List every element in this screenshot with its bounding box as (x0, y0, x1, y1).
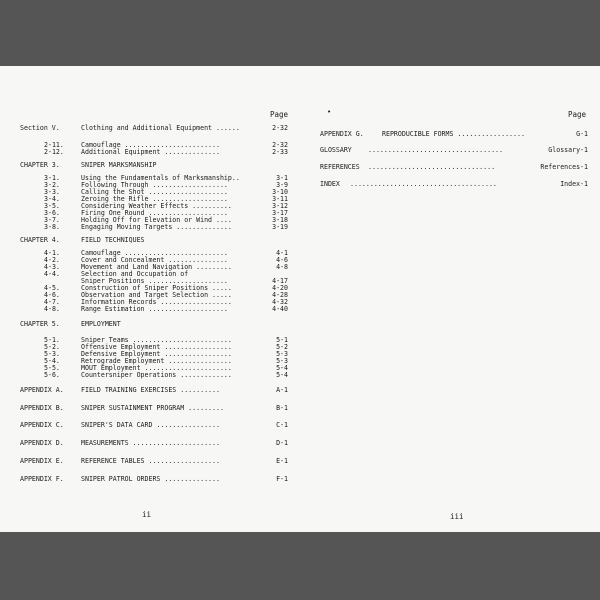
entry-number: REFERENCES (320, 163, 360, 171)
entry-title: Calling the Shot .................... (81, 188, 228, 196)
toc-entry (20, 161, 288, 169)
entry-number: CHAPTER 5. (20, 320, 60, 328)
entry-title: Sniper Positions .................... (81, 277, 228, 285)
entry-page: 3-10 (272, 188, 288, 196)
page-column-header: Page (270, 110, 289, 119)
entry-number: 3-1. (44, 174, 60, 182)
entry-page: A-1 (276, 386, 288, 394)
entry-number: APPENDIX C. (20, 421, 64, 429)
entry-number: 4-2. (44, 256, 60, 264)
entry-page: D-1 (276, 439, 288, 447)
entry-number: INDEX (320, 180, 340, 188)
toc-entry (20, 421, 288, 429)
entry-number: 3-3. (44, 188, 60, 196)
entry-title: Additional Equipment .............. (81, 148, 220, 156)
toc-entry (20, 124, 288, 132)
entry-page: 4-8 (276, 263, 288, 271)
entry-number: 4-6. (44, 291, 60, 299)
entry-page: B-1 (276, 404, 288, 412)
entry-title: Information Records .................. (81, 298, 232, 306)
entry-number: 5-4. (44, 357, 60, 365)
entry-page: 3-12 (272, 202, 288, 210)
entry-title: ..................................... (350, 180, 497, 188)
entry-number: Section V. (20, 124, 60, 132)
toc-entry (20, 386, 288, 394)
entry-number: 4-8. (44, 305, 60, 313)
entry-number: APPENDIX G. (320, 130, 364, 138)
entry-title: FIELD TRAINING EXERCISES .......... (81, 386, 220, 394)
entry-number: CHAPTER 3. (20, 161, 60, 169)
page-column-header: Page (568, 110, 587, 119)
entry-title: Engaging Moving Targets .............. (81, 223, 232, 231)
entry-page: 3-1 (276, 174, 288, 182)
entry-title: Holding Off for Elevation or Wind .... (81, 216, 232, 224)
entry-page: 4-6 (276, 256, 288, 264)
entry-title: MEASUREMENTS ...................... (81, 439, 220, 447)
entry-number: 4-3. (44, 263, 60, 271)
entry-page: 5-3 (276, 357, 288, 365)
entry-page: Glossary-1 (548, 146, 588, 154)
entry-title: .................................. (368, 146, 503, 154)
entry-title: Countersniper Operations ............. (81, 371, 232, 379)
page-number: ii (142, 510, 152, 519)
entry-page: 5-1 (276, 336, 288, 344)
entry-number: GLOSSARY (320, 146, 352, 154)
entry-title: Defensive Employment ................. (81, 350, 232, 358)
entry-title: Camouflage ........................ (81, 141, 220, 149)
entry-title: Retrograde Employment ................ (81, 357, 232, 365)
toc-entry (320, 163, 588, 171)
entry-title: SNIPER PATROL ORDERS .............. (81, 475, 220, 483)
entry-page: 4-17 (272, 277, 288, 285)
toc-entry (20, 457, 288, 465)
entry-title: SNIPER SUSTAINMENT PROGRAM ......... (81, 404, 224, 412)
entry-number: 4-1. (44, 249, 60, 257)
toc-entry (20, 371, 288, 379)
entry-number: CHAPTER 4. (20, 236, 60, 244)
entry-page: 5-4 (276, 371, 288, 379)
entry-title: EMPLOYMENT (81, 320, 121, 328)
toc-entry (320, 130, 588, 138)
entry-title: SNIPER'S DATA CARD ................ (81, 421, 220, 429)
entry-number: 4-4. (44, 270, 60, 278)
entry-page: 3-17 (272, 209, 288, 217)
entry-page: 4-28 (272, 291, 288, 299)
entry-title: Camouflage .......................... (81, 249, 228, 257)
toc-entry (20, 236, 288, 244)
entry-title: Clothing and Additional Equipment ...... (81, 124, 240, 132)
entry-page: 3-11 (272, 195, 288, 203)
toc-entry (20, 439, 288, 447)
entry-title: Considering Weather Effects .......... (81, 202, 232, 210)
toc-entry (20, 223, 288, 231)
entry-number: APPENDIX F. (20, 475, 64, 483)
entry-number: 5-2. (44, 343, 60, 351)
entry-number: APPENDIX A. (20, 386, 64, 394)
entry-number: 2-12. (44, 148, 64, 156)
entry-number: 2-11. (44, 141, 64, 149)
entry-title: FIELD TECHNIQUES (81, 236, 145, 244)
entry-page: C-1 (276, 421, 288, 429)
entry-title: Construction of Sniper Positions ..... (81, 284, 232, 292)
entry-number: APPENDIX B. (20, 404, 64, 412)
document-scan (0, 66, 600, 532)
entry-page: 4-1 (276, 249, 288, 257)
entry-page: References-1 (540, 163, 588, 171)
entry-page: 4-40 (272, 305, 288, 313)
entry-title: MOUT Employment ...................... (81, 364, 232, 372)
entry-number: 3-8. (44, 223, 60, 231)
toc-entry (20, 320, 288, 328)
entry-title: Firing One Round .................... (81, 209, 228, 217)
entry-title: Following Through ................... (81, 181, 228, 189)
entry-page: 5-3 (276, 350, 288, 358)
entry-number: 5-1. (44, 336, 60, 344)
entry-title: Using the Fundamentals of Marksmanship.. (81, 174, 240, 182)
entry-title: Sniper Teams ......................... (81, 336, 232, 344)
entry-number: 5-6. (44, 371, 60, 379)
entry-title: Offensive Employment ................. (81, 343, 232, 351)
entry-number: APPENDIX D. (20, 439, 64, 447)
entry-number: 3-6. (44, 209, 60, 217)
entry-page: 3-19 (272, 223, 288, 231)
entry-title: Cover and Concealment ............... (81, 256, 228, 264)
toc-entry (20, 305, 288, 313)
entry-number: 4-7. (44, 298, 60, 306)
right-page (300, 66, 600, 532)
entry-number: 5-3. (44, 350, 60, 358)
entry-number: 3-2. (44, 181, 60, 189)
entry-title: SNIPER MARKSMANSHIP (81, 161, 157, 169)
entry-title: REPRODUCIBLE FORMS ................. (382, 130, 525, 138)
entry-title: Zeroing the Rifle ................... (81, 195, 228, 203)
entry-page: 5-2 (276, 343, 288, 351)
entry-title: Selection and Occupation of (81, 270, 189, 278)
entry-page: 5-4 (276, 364, 288, 372)
entry-number: APPENDIX E. (20, 457, 64, 465)
entry-page: E-1 (276, 457, 288, 465)
entry-page: 2-32 (272, 141, 288, 149)
entry-title: REFERENCE TABLES .................. (81, 457, 220, 465)
toc-entry (320, 180, 588, 188)
scan-mark: • (327, 108, 332, 116)
entry-page: 2-32 (272, 124, 288, 132)
entry-number: 3-7. (44, 216, 60, 224)
entry-page: 4-20 (272, 284, 288, 292)
entry-page: 2-33 (272, 148, 288, 156)
entry-number: 3-5. (44, 202, 60, 210)
toc-entry (20, 148, 288, 156)
entry-title: Range Estimation .................... (81, 305, 228, 313)
entry-number: 4-5. (44, 284, 60, 292)
page-number: iii (450, 512, 464, 521)
entry-page: F-1 (276, 475, 288, 483)
entry-page: 4-32 (272, 298, 288, 306)
entry-title: Movement and Land Navigation ......... (81, 263, 232, 271)
left-page (0, 66, 300, 532)
toc-entry (20, 475, 288, 483)
entry-title: ................................ (368, 163, 496, 171)
entry-page: 3-9 (276, 181, 288, 189)
entry-page: Index-1 (560, 180, 588, 188)
entry-page: 3-18 (272, 216, 288, 224)
entry-number: 3-4. (44, 195, 60, 203)
toc-entry (320, 146, 588, 154)
entry-number: 5-5. (44, 364, 60, 372)
entry-title: Observation and Target Selection ..... (81, 291, 232, 299)
entry-page: G-1 (576, 130, 588, 138)
toc-entry (20, 404, 288, 412)
